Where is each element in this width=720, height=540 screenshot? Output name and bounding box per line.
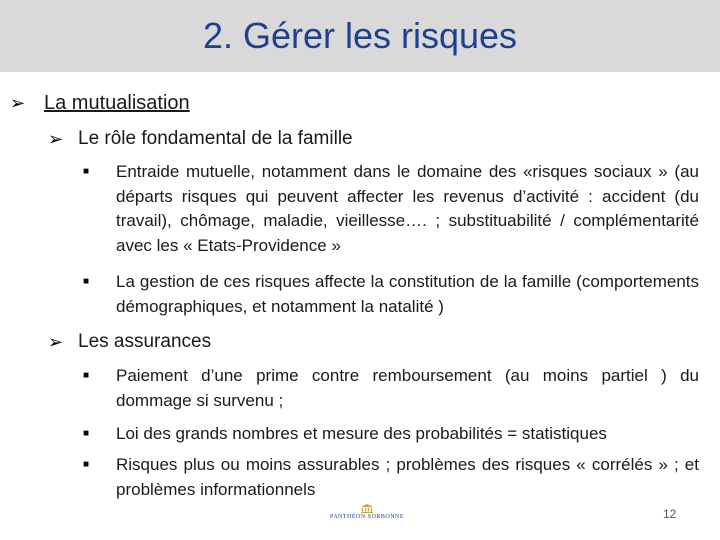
square-bullet-icon: ■ bbox=[83, 459, 90, 470]
arrow-bullet-icon: ➢ bbox=[48, 129, 64, 149]
list-item: ■ Loi des grands nombres et mesure des probabilités = statistiques bbox=[83, 422, 699, 447]
arrow-bullet-icon: ➢ bbox=[10, 93, 26, 113]
university-logo bbox=[326, 504, 408, 530]
list-item: ■ La gestion de ces risques affecte la constitution de la famille (comportements démographiques, et notamment la natalité ) bbox=[83, 272, 699, 316]
square-bullet-icon: ■ bbox=[83, 166, 90, 177]
slide-title: 2. Gérer les risques bbox=[202, 15, 518, 56]
arrow-bullet-icon: ➢ bbox=[48, 332, 64, 352]
square-bullet-icon: ■ bbox=[83, 276, 90, 287]
pantheon-icon bbox=[360, 504, 374, 513]
list-item: ■ Paiement d’une prime contre remboursement (au moins partiel ) du dommage si survenu ; bbox=[83, 366, 699, 410]
list-item: ■ Risques plus ou moins assurables ; problèmes des risques « corrélés » ; et problèmes informationnels bbox=[83, 455, 699, 499]
square-bullet-icon: ■ bbox=[83, 428, 90, 439]
level1-text: La mutualisation bbox=[44, 92, 190, 114]
logo-text: PANTHÉON SORBONNE bbox=[329, 514, 405, 520]
page-number: 12 bbox=[663, 507, 677, 521]
list-item: ■ Entraide mutuelle, notamment dans le domaine des «risques sociaux » (au départs risques qui peuvent affecter les revenus d’activité : accident (du travail), chômage, maladie, vieillesse…. ; substituabilité / complémentarité avec les « Etats-Providence » bbox=[83, 162, 699, 255]
title-bar bbox=[0, 0, 720, 72]
square-bullet-icon: ■ bbox=[83, 370, 90, 381]
